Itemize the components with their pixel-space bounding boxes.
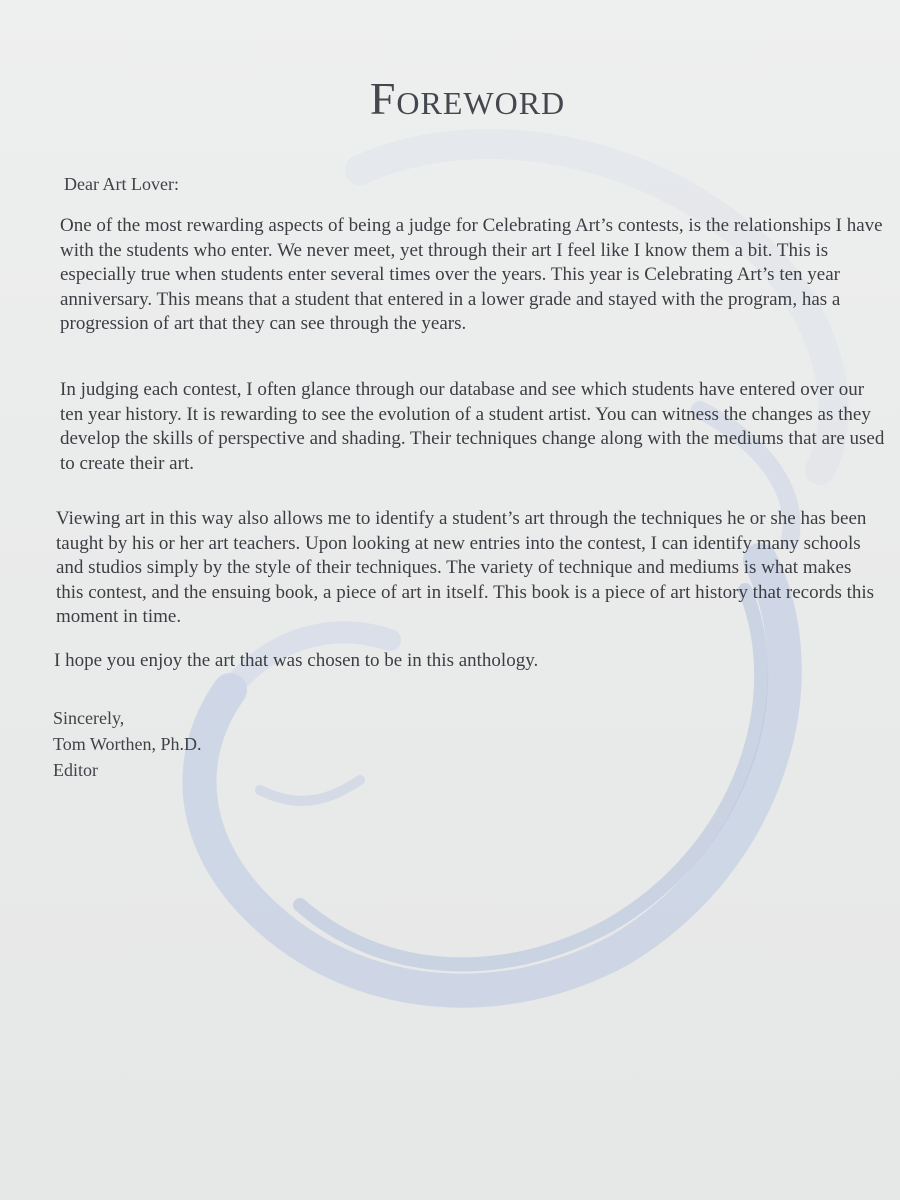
- valediction: Sincerely,: [53, 708, 125, 728]
- page-title: Foreword: [369, 73, 566, 124]
- signer-name: Tom Worthen, Ph.D.: [53, 734, 202, 754]
- signature-block: [53, 705, 201, 783]
- paragraph-3: Viewing art in this way also allows me to identify a student’s art through the techniques he or she has been taught by his or her art teachers. Upon looking at new entries into the contest, I can identify many schools and studios simply by the style of their techniques. The variety of technique and mediums is what makes this contest, and the ensuing book, a piece of art in itself. This book is a piece of art history that records this moment in time.: [56, 508, 875, 627]
- signer-role: Editor: [53, 760, 98, 780]
- salutation: Dear Art Lover:: [64, 174, 179, 194]
- paragraph-4: I hope you enjoy the art that was chosen to be in this anthology.: [54, 650, 539, 671]
- paragraph-1: One of the most rewarding aspects of being a judge for Celebrating Art’s contests, is the relationships I have with the students who enter. We never meet, yet through their art I feel like I know them a bit. This is especially true when students enter several times over the years. This year is Celebrating Art’s ten year anniversary. This means that a student that entered in a lower grade and stayed with the program, has a progression of art that they can see through the years.: [60, 215, 883, 334]
- paragraph-2: In judging each contest, I often glance through our database and see which students have entered over our ten year history. It is rewarding to see the evolution of a student artist. You can witness the changes as they develop the skills of perspective and shading. Their techniques change along with the mediums that are used to create their art.: [60, 379, 885, 474]
